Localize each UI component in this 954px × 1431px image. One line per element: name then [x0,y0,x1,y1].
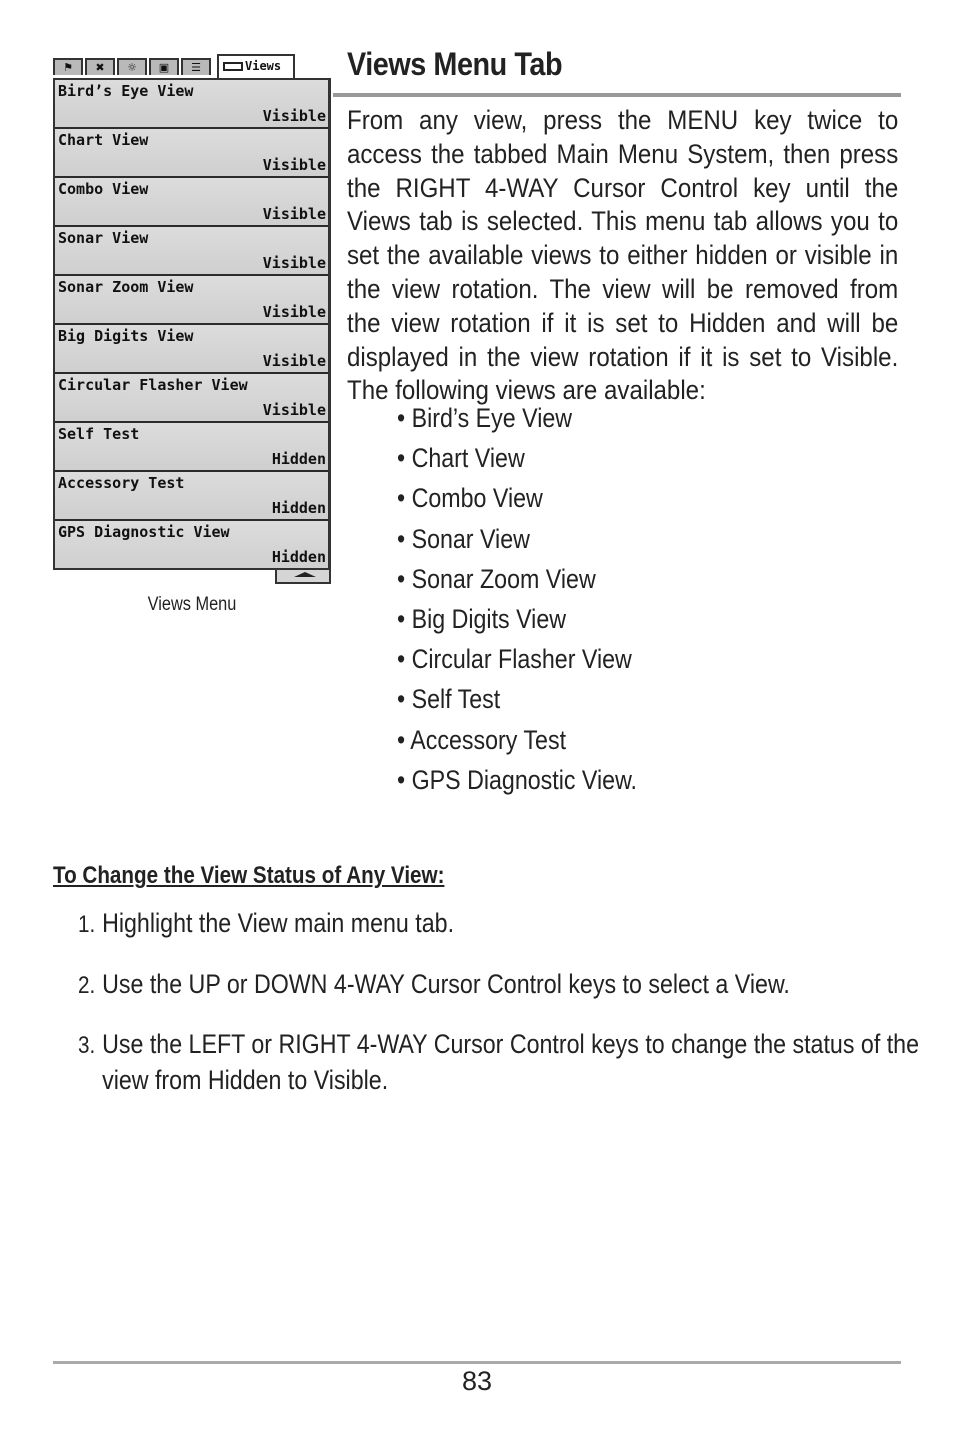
list-item: • Circular Flasher View [397,644,632,675]
menu-row-status: Hidden [271,499,326,517]
menu-row-label: Big Digits View [58,327,194,345]
procedure-title: To Change the View Status of Any View: [53,862,445,889]
menu-row-label: Sonar Zoom View [58,278,194,296]
procedure-step [78,1027,919,1097]
procedure-step [78,906,454,942]
menu-row-label: Sonar View [58,229,149,247]
scroll-up-tab[interactable] [275,570,331,584]
menu-row-sonar-view[interactable] [55,227,328,276]
views-icon [223,62,243,71]
menu-row-sonar-zoom-view[interactable] [55,276,328,325]
menu-row-status: Visible [262,205,326,223]
menu-row-birds-eye-view[interactable] [55,80,328,129]
menu-row-self-test[interactable] [55,423,328,472]
list-item: • Accessory Test [397,724,567,755]
list-item: • Bird’s Eye View [397,403,573,433]
sonar-icon[interactable]: ☰ [181,58,211,75]
menu-row-status: Visible [262,401,326,419]
menu-row-combo-view[interactable] [55,178,328,227]
list-item: • Sonar View [397,523,530,554]
menu-row-accessory-test[interactable] [55,472,328,521]
menu-row-label: Self Test [58,425,140,443]
menu-row-label: Bird’s Eye View [58,82,194,100]
menu-row-status: Visible [262,107,326,125]
menu-row-status: Hidden [271,548,326,566]
step-text-continued: view from Hidden to Visible. [102,1065,389,1095]
list-item: • Combo View [397,483,543,514]
step-number: 1. [78,911,96,938]
menu-panel [53,78,331,570]
list-item: • Chart View [397,443,525,474]
menu-row-status: Hidden [271,450,326,468]
chart-icon[interactable]: ▣ [149,58,179,75]
menu-row-status: Visible [262,156,326,174]
menu-row-label: Circular Flasher View [58,376,248,394]
procedure-step [78,967,790,1003]
heading-divider [333,93,901,97]
page-title: Views Menu Tab [347,46,563,82]
menu-row-label: Chart View [58,131,149,149]
menu-row-chart-view[interactable] [55,129,328,178]
step-number: 3. [78,1032,96,1059]
intro-paragraph: From any view, press the MENU key twice to access the tabbed Main Menu System, then press the RIGHT 4-WAY Cursor Control key until the Views tab is selected. This menu tab allows you to set the available views to either hidden or visible in the view rotation. The view will be removed from the view rotation if it is set to Hidden and will be displayed in the view rotation if it is set to Visible. The following views are available: [347,105,899,406]
list-item: • Sonar Zoom View [397,563,596,594]
figure-caption: Views Menu [147,594,237,615]
menu-row-circular-flasher-view[interactable] [55,374,328,423]
menu-row-label: GPS Diagnostic View [58,523,230,541]
page-number: 83 [461,1366,493,1396]
views-menu-screenshot [53,54,331,584]
step-text: Use the LEFT or RIGHT 4-WAY Cursor Control keys to change the status of the [102,1029,919,1059]
setup-icon[interactable]: ☼ [117,58,147,75]
menu-row-gps-diagnostic-view[interactable] [55,521,328,568]
step-text: Use the UP or DOWN 4-WAY Cursor Control keys to select a View. [102,969,790,999]
list-item: • Self Test [397,684,501,715]
list-item: • GPS Diagnostic View. [397,764,638,795]
list-item: • Big Digits View [397,603,567,634]
footer-divider [53,1361,901,1364]
menu-row-status: Visible [262,352,326,370]
navigation-icon[interactable]: ✖ [85,58,115,75]
menu-row-label: Accessory Test [58,474,185,492]
fish-alarm-icon[interactable]: ⚑ [53,58,83,75]
menu-row-status: Visible [262,254,326,272]
tab-views[interactable]: Views [217,54,295,78]
step-text: Highlight the View main menu tab. [102,908,455,938]
menu-tab-bar [53,54,331,78]
menu-row-label: Combo View [58,180,149,198]
available-views-list [397,398,637,800]
arrow-up-icon [294,572,316,577]
step-number: 2. [78,972,96,999]
menu-row-big-digits-view[interactable] [55,325,328,374]
menu-row-status: Visible [262,303,326,321]
